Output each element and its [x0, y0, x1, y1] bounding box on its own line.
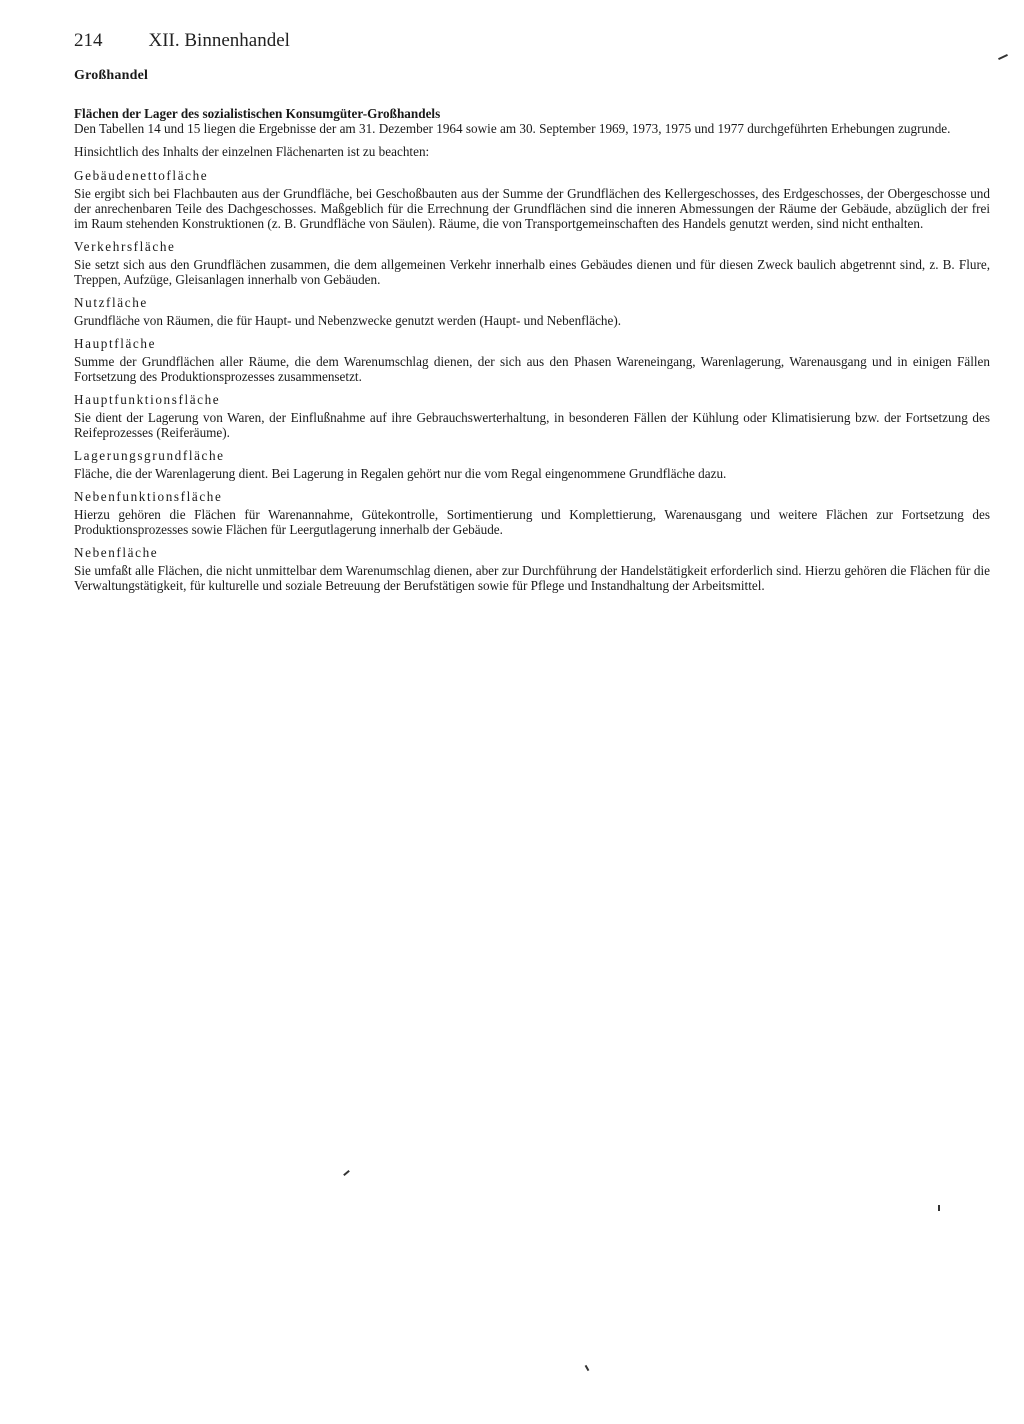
document-body — [74, 106, 990, 593]
chapter-title: XII. Binnenhandel — [148, 30, 290, 51]
term-text: Grundfläche von Räumen, die für Haupt- und Nebenzwecke genutzt werden (Haupt- und Nebenfläche). — [74, 313, 622, 328]
term-block — [74, 545, 990, 593]
term-title: Lagerungsgrundfläche — [74, 448, 225, 463]
term-text: Fläche, die der Warenlagerung dient. Bei Lagerung in Regalen gehört nur die vom Regal eingenommene Grundfläche dazu. — [74, 466, 727, 481]
term-title: Gebäudenettofläche — [74, 168, 209, 183]
scan-speck — [343, 1170, 350, 1176]
term-title: Hauptfunktionsfläche — [74, 392, 221, 407]
subsection-title: Flächen der Lager des sozialistischen Konsumgüter-Großhandels — [74, 106, 441, 121]
term-title: Nebenfläche — [74, 545, 159, 560]
intro-paragraph: Den Tabellen 14 und 15 liegen die Ergebnisse der am 31. Dezember 1964 sowie am 30. September 1969, 1973, 1975 und 1977 durchgeführten Erhebungen zugrunde. — [74, 121, 951, 136]
term-text: Hierzu gehören die Flächen für Warenannahme, Gütekontrolle, Sortimentierung und Komplettierung, Warenausgang und weitere Flächen zur Fortsetzung des Produktionsprozesses sowie Flächen für Leergutlagerung innerhalb der Gebäude. — [74, 507, 990, 537]
page-number: 214 — [74, 30, 103, 51]
term-title: Nutzfläche — [74, 295, 148, 310]
term-block — [74, 489, 990, 537]
term-text: Summe der Grundflächen aller Räume, die dem Warenumschlag dienen, der sich aus den Phasen Wareneingang, Warenlagerung, Warenausgang und in einigen Fällen Fortsetzung des Produktionsprozesses zusammensetzt. — [74, 354, 990, 384]
term-block — [74, 336, 990, 384]
scan-speck — [585, 1365, 590, 1371]
term-title: Nebenfunktionsfläche — [74, 489, 223, 504]
term-block — [74, 168, 990, 231]
term-block — [74, 295, 990, 328]
term-title: Verkehrsfläche — [74, 239, 176, 254]
term-block — [74, 239, 990, 287]
scan-speck — [938, 1205, 940, 1211]
term-text: Sie umfaßt alle Flächen, die nicht unmittelbar dem Warenumschlag dienen, aber zur Durchführung der Handelstätigkeit erforderlich sind. Hierzu gehören die Flächen für die Verwaltungstätigkeit, für kulturelle und soziale Betreuung der Berufstätigen sowie für Pflege und Instandhaltung der Arbeitsmittel. — [74, 563, 990, 593]
term-title: Hauptfläche — [74, 336, 157, 351]
intro-note: Hinsichtlich des Inhalts der einzelnen Flächenarten ist zu beachten: — [74, 144, 430, 159]
running-head — [74, 30, 290, 52]
scan-speck — [998, 54, 1008, 60]
term-text: Sie ergibt sich bei Flachbauten aus der Grundfläche, bei Geschoßbauten aus der Summe der Grundflächen des Kellergeschosses, des Erdgeschosses, der Obergeschosse und der anrechenbaren Teile des Dachgeschosses. Maßgeblich für die Errechnung der Grundflächen sind die inneren Abmessungen der Räume der Gebäude, abzüglich der frei im Raum stehenden Konstruktionen (z. B. Grundfläche von Säulen). Räume, die von Transportgemeinschaften des Handels genutzt werden, sind nicht enthalten. — [74, 186, 990, 231]
section-heading: Großhandel — [74, 68, 149, 83]
term-text: Sie dient der Lagerung von Waren, der Einflußnahme auf ihre Gebrauchswerterhaltung, in besonderen Fällen der Kühlung oder Klimatisierung bzw. der Fortsetzung des Reifeprozesses (Reiferäume). — [74, 410, 990, 440]
term-block — [74, 448, 990, 481]
term-block — [74, 392, 990, 440]
term-text: Sie setzt sich aus den Grundflächen zusammen, die dem allgemeinen Verkehr innerhalb eines Gebäudes dienen und für diesen Zweck baulich abgetrennt sind, z. B. Flure, Treppen, Aufzüge, Gleisanlagen innerhalb von Gebäuden. — [74, 257, 990, 287]
